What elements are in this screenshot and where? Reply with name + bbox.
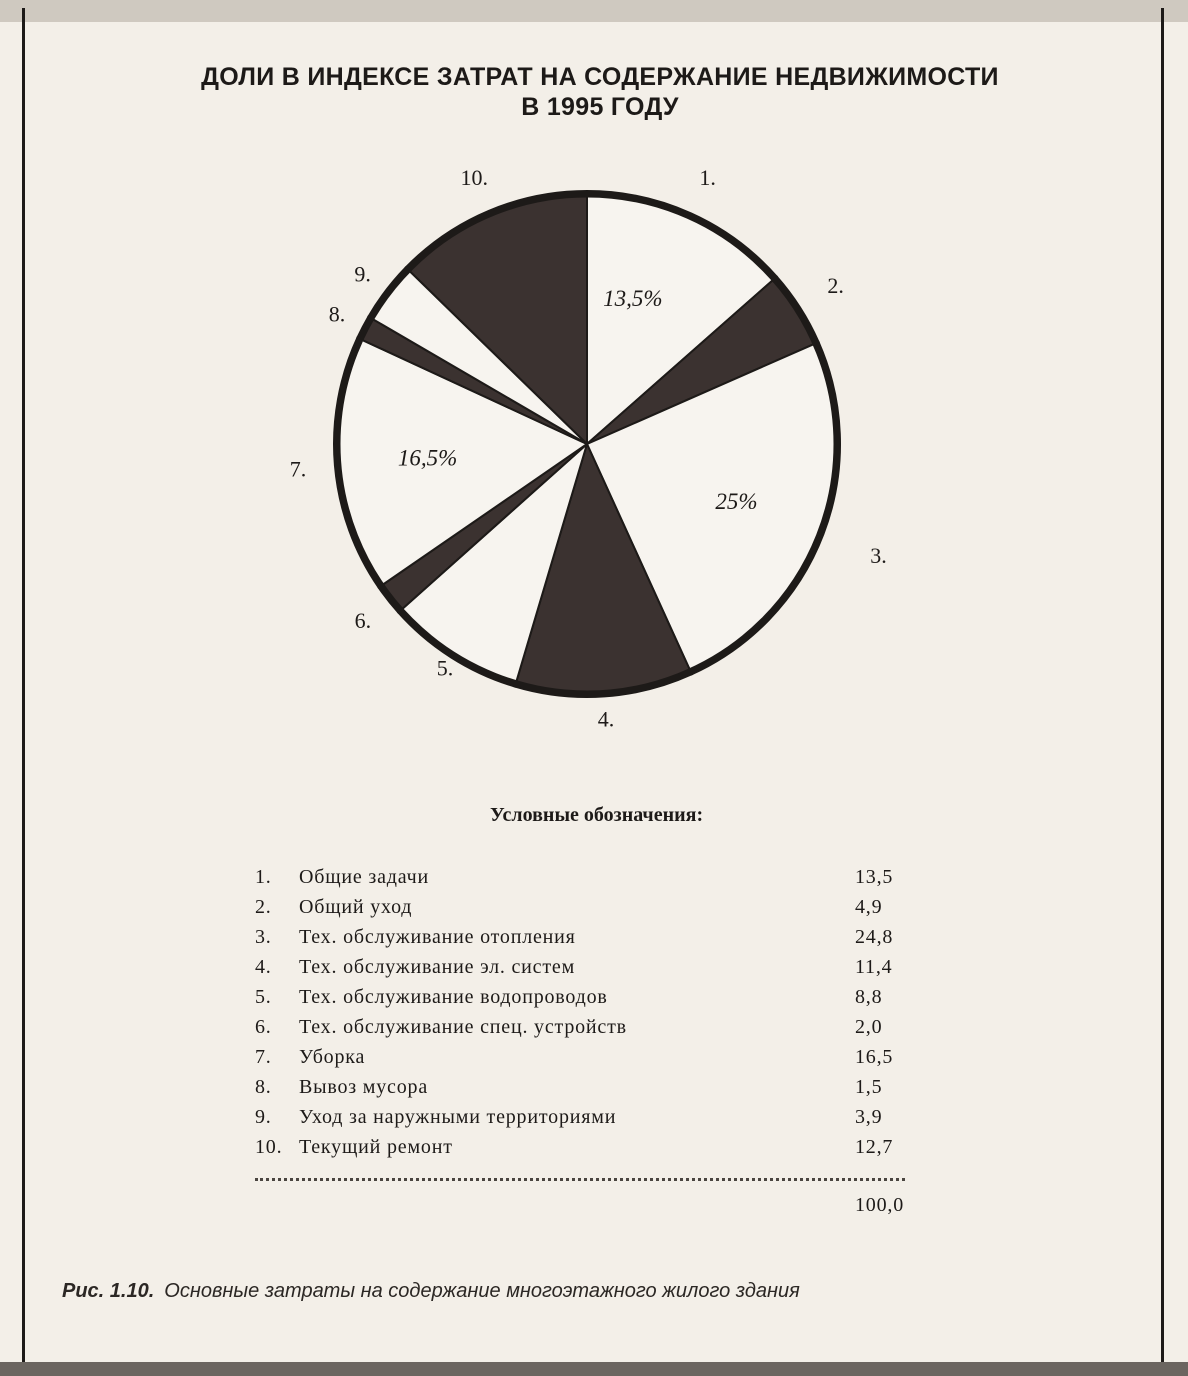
pie-percent-label: 13,5%: [603, 286, 663, 312]
legend-item-label: Тех. обслуживание отопления: [299, 926, 576, 948]
pie-category-label: 5.: [436, 655, 454, 681]
legend-item-number: 5.: [255, 986, 272, 1008]
legend-item-value: 16,5: [855, 1046, 894, 1068]
legend-item-number: 4.: [255, 956, 272, 978]
legend-item-label: Тех. обслуживание эл. систем: [299, 956, 576, 978]
pie-category-label: 7.: [289, 456, 307, 482]
legend-item-label: Тех. обслуживание спец. устройств: [299, 1016, 627, 1038]
legend-item-value: 8,8: [855, 986, 883, 1008]
pie-percent-label: 25%: [715, 489, 758, 514]
pie-category-label: 3.: [870, 543, 887, 569]
legend-item-value: 24,8: [855, 926, 894, 948]
legend-item-label: Текущий ремонт: [299, 1136, 453, 1158]
legend-item-value: 3,9: [855, 1106, 883, 1128]
legend-item-number: 10.: [255, 1136, 283, 1158]
legend-item-label: Уборка: [299, 1046, 366, 1068]
legend-item-number: 7.: [255, 1046, 272, 1068]
legend-total-value: 100,0: [855, 1194, 904, 1216]
legend-item-value: 1,5: [855, 1076, 883, 1098]
legend-item-value: 11,4: [855, 956, 893, 978]
legend-item: [255, 954, 915, 984]
legend-item: [255, 1074, 915, 1104]
pie-category-label: 10.: [460, 164, 489, 190]
legend-item-value: 12,7: [855, 1136, 894, 1158]
figure-caption: [62, 1280, 800, 1303]
pie-category-label: 2.: [827, 273, 844, 299]
legend-item-number: 8.: [255, 1076, 272, 1098]
legend-title: Условные обозначения:: [490, 804, 704, 826]
legend-item-number: 2.: [255, 896, 272, 918]
legend-item-value: 4,9: [855, 896, 883, 918]
legend-item-number: 3.: [255, 926, 272, 948]
pie-category-label: 9.: [354, 261, 371, 287]
pie-percent-label: 16,5%: [397, 445, 458, 471]
legend-item: [255, 1134, 915, 1164]
legend-item: [255, 1014, 915, 1044]
legend-item: [255, 1044, 915, 1074]
legend-item: [255, 864, 915, 894]
page-bottom-edge: [0, 1362, 1188, 1376]
legend-total-divider: [255, 1178, 905, 1181]
chart-title-line-2: В 1995 ГОДУ: [521, 93, 679, 121]
legend-item: [255, 894, 915, 924]
legend-item-number: 6.: [255, 1016, 272, 1038]
chart-title-line-1: ДОЛИ В ИНДЕКСЕ ЗАТРАТ НА СОДЕРЖАНИЕ НЕДВИЖИМОСТИ: [201, 63, 999, 91]
pie-slices: [334, 191, 840, 697]
legend-item: [255, 984, 915, 1014]
pie-category-label: 4.: [597, 706, 615, 732]
legend-item-label: Вывоз мусора: [299, 1076, 428, 1098]
legend-list: [255, 864, 915, 1164]
legend-item-number: 9.: [255, 1106, 272, 1128]
legend-item: [255, 1104, 915, 1134]
legend-item-value: 13,5: [855, 866, 894, 888]
pie-category-label: 8.: [328, 301, 346, 327]
legend-item-label: Общие задачи: [299, 866, 429, 888]
legend-item-value: 2,0: [855, 1016, 883, 1038]
legend-item: [255, 924, 915, 954]
legend-item-label: Тех. обслуживание водопроводов: [299, 986, 608, 1008]
pie-category-label: 1.: [699, 165, 716, 190]
legend-item-number: 1.: [255, 866, 272, 888]
figure-caption-number: Рис. 1.10.: [62, 1280, 155, 1302]
legend-item-label: Уход за наружными территориями: [299, 1106, 617, 1128]
legend-item-label: Общий уход: [299, 896, 413, 918]
figure-caption-text: Основные затраты на содержание многоэтажного жилого здания: [164, 1280, 800, 1302]
pie-category-label: 6.: [354, 608, 372, 634]
